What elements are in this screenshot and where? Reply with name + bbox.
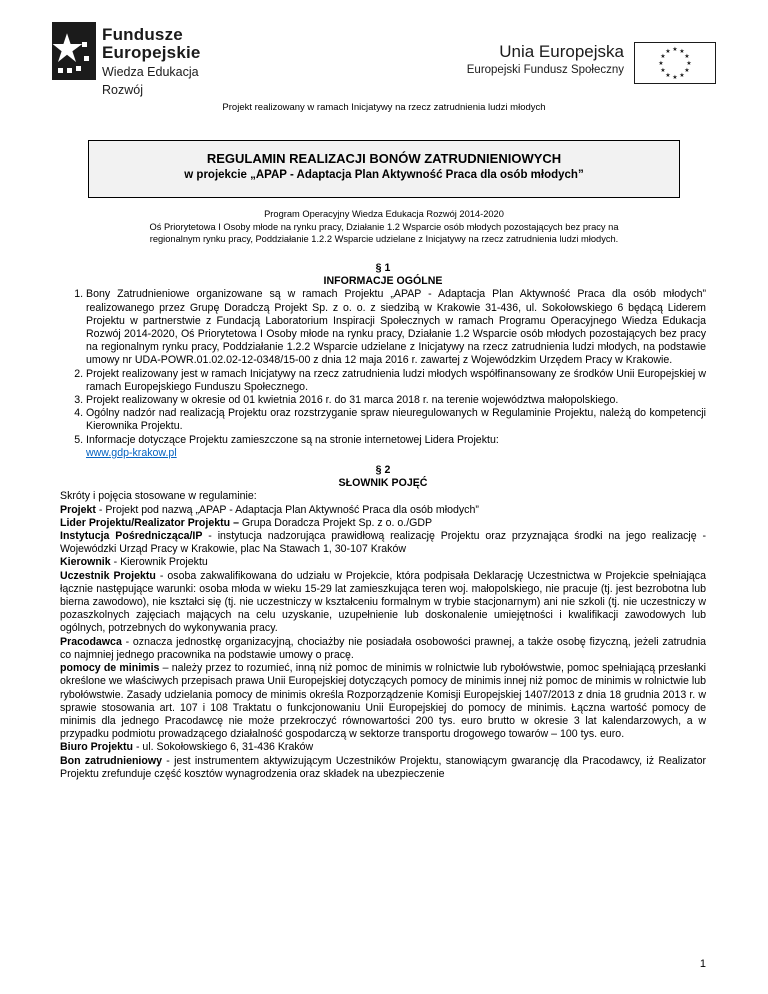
list-item: 3. Projekt realizowany w okresie od 01 kwietnia 2016 r. do 31 marca 2018 r. na terenie województwa małopolskiego. [86,394,706,407]
fundusze-europejskie-logo [52,22,242,97]
definition-sep: - [161,754,175,767]
definition-item [60,570,706,636]
program-info [130,208,638,246]
svg-text:★: ★ [686,60,692,67]
definition-item [60,556,706,569]
definition-term: Biuro Projektu [60,741,133,754]
definition-item [60,755,706,781]
svg-text:★: ★ [658,60,664,67]
svg-text:★: ★ [684,67,690,74]
definition-text: osoba zakwalifikowana do udziału w Projekcie, która podpisała Deklarację Uczestnictwa w Projekcie spełniająca łącznie następujące warunki: osoba młoda w wieku 15-29 lat zamieszkująca teren woj. małopolskiego, nie pracuje (tj. jest bezrobotna lub bierna zawodowo), nie kształci się (tj. nie uczestniczy w kształceniu formalnym w trybie stacjonarnym) ani nie szkoli (tj. nie uczestniczy w pozaszkolnych zajęciach mających na celu uzyskanie, uzupełnienie lub doskonalenie umiejętności i kwalifikacji zawodowych lub ogólnych, potrzebnych do wykonywania pracy. [60,569,706,635]
svg-text:★: ★ [679,72,685,79]
section1-list [60,288,706,460]
document-body [60,262,706,781]
fe-logo-text [102,26,242,99]
definition-sep: – [159,662,172,675]
svg-text:★: ★ [679,48,685,55]
definition-text: jest instrumentem aktywizującym Uczestników Projektu, stanowiącym gwarancję dla Pracodawcy, iż Realizator Projektu zrefunduje część kosztów wynagrodzenia oraz składek na ubezpieczenie [60,754,707,780]
document-title: REGULAMIN REALIZACJI BONÓW ZATRUDNIENIOWYCH [206,151,562,166]
fe-star-icon [52,22,96,80]
definition-term: Bon zatrudnieniowy [60,754,162,767]
section2-number: § 2 [375,464,391,477]
definition-text: Grupa Doradcza Projekt Sp. z o. o./GDP [241,516,433,529]
eu-logo-sub: Europejski Fundusz Społeczny [466,64,624,76]
definition-text: ul. Sokołowskiego 6, 31-436 Kraków [142,741,314,754]
definition-text: Projekt pod nazwą „APAP - Adaptacja Plan Aktywność Praca dla osób młodych” [105,503,479,516]
definition-sep: - [202,530,218,543]
project-tagline: Projekt realizowany w ramach Inicjatywy na rzecz zatrudnienia ludzi młodych [222,102,546,113]
definition-item [60,662,706,741]
definition-sep: - [155,569,168,582]
definition-sep: - [95,503,106,516]
svg-text:★: ★ [684,53,690,60]
definition-sep: - [121,635,133,648]
section1-heading: INFORMACJE OGÓLNE [323,275,443,288]
definition-term: Projekt [60,503,96,516]
title-box [88,140,680,198]
definition-text: instytucja nadzorująca prawidłową realizację Projektu oraz przyznająca środki na jego realizację - Wojewódzki Urząd Pracy w Krakowie, plac Na Stawach 1, 30-107 Kraków [60,530,706,556]
program-line-3: regionalnym rynku pracy, Poddziałanie 1.2.2 Wsparcie udzielane z Inicjatywy na rzecz zatrudnienia ludzi młodych. [149,234,619,244]
svg-text:★: ★ [660,53,666,60]
svg-text:★: ★ [672,46,678,53]
definition-term: Uczestnik Projektu [60,569,156,582]
program-line-1: Program Operacyjny Wiedza Edukacja Rozwój 2014-2020 [264,209,504,219]
definition-item [60,530,706,556]
eu-logo-name: Unia Europejska [499,42,624,61]
page-number: 1 [699,958,706,970]
definition-term: Pracodawca [60,635,122,648]
definition-item [60,504,706,517]
definition-term: Instytucja Pośrednicząca/IP [60,530,203,543]
definition-text: Kierownik Projektu [120,556,208,569]
definition-text: oznacza jednostkę organizacyjną, chociażby nie posiadała osobowości prawnej, a także osobę fizyczną, jeżeli zatrudnia co najmniej jednego pracownika na podstawie umowy o pracę. [60,635,706,661]
definition-item [60,741,706,754]
section1-number: § 1 [375,262,391,274]
svg-text:★: ★ [660,67,666,74]
list-item: 4. Ogólny nadzór nad realizacją Projektu oraz rozstrzyganie spraw nieuregulowanych w Regulaminie Projektu, należą do kompetencji Kierownika Projektu. [86,407,706,433]
svg-text:★: ★ [665,48,671,55]
definition-item [60,517,706,530]
fe-logo-line1: Fundusze [102,25,183,44]
definition-sep: - [133,741,143,754]
definition-item [60,636,706,662]
eu-flag-icon [634,42,716,84]
fe-logo-line2: Europejskie [102,43,201,62]
program-line-2: Oś Priorytetowa I Osoby młode na rynku pracy, Działanie 1.2 Wsparcie osób młodych pozostających bez pracy na [149,221,619,232]
svg-text:★: ★ [665,72,671,79]
document-subtitle: w projekcie „APAP - Adaptacja Plan Aktywność Praca dla osób młodych” [184,169,584,181]
svg-text:★: ★ [672,74,678,81]
definition-term: Lider Projektu/Realizator Projektu – [60,516,239,529]
project-website-link[interactable]: www.gdp-krakow.pl [86,446,177,459]
definition-sep: - [110,556,121,569]
definition-term: Kierownik [60,556,111,569]
definition-term: pomocy de minimis [60,662,160,675]
list-item [86,434,706,460]
section2-heading: SŁOWNIK POJĘĆ [338,477,428,490]
list-item: 2. Projekt realizowany jest w ramach Inicjatywy na rzecz zatrudnienia ludzi młodych współfinansowany ze środków Unii Europejskiej w ramach Europejskiego Funduszu Społecznego. [86,368,706,394]
definition-text: należy przez to rozumieć, inną niż pomoc de minimis w rolnictwie lub rybołówstwie, pomoc spełniającą przesłanki określone we właściwych przepisach prawa Unii Europejskiej dotyczących pomocy de minimis innej niż pomoc de minimis w rolnictwie lub rybołówstwie. Zasady udzielania pomocy de minimis określa Rozporządzenie Komisji Europejskiej 1407/2013 z dnia 18 grudnia 2013 r. w sprawie stosowania art. 107 i 108 Traktatu o funkcjonowaniu Unii Europejskiej do pomocy de minimis. Łączna wartość pomocy de minimis dla jednego Pracodawcę nie może przekroczyć równowartości 200 tys. euro brutto w okresie 3 lat kalendarzowych, a w przypadku podmiotu prowadzącego działalność gospodarczą w sektorze transportu drogowego towarów – 100 tys. euro. [60,662,707,741]
fe-logo-line3: Wiedza Edukacja Rozwój [102,65,199,97]
list-item: 1. Bony Zatrudnieniowe organizowane są w ramach Projektu „APAP - Adaptacja Plan Aktywność Praca dla osób młodych” realizowanego przez Grupę Doradczą Projekt Sp. z o. o. z siedzibą w Krakowie 31-436, ul. Sokołowskiego 6 będącą Liderem Projektu w partnerstwie z Fundacją Laboratorium Inspiracji Społecznych w ramach Programu Operacyjnego Wiedza Edukacja Rozwój 2014-2020, Oś Priorytetowa I Osoby młode na rynku pracy, Działanie 1.2 Wsparcie osób młodych pozostających bez pracy na regionalnym rynku pracy, Poddziałanie 1.2.2 Wsparcie udzielane z Inicjatywy na rzecz zatrudnienia ludzi młodych, na podstawie umowy nr UDA-POWR.01.02.02-12-0348/15-00 z dnia 12 maja 2016 r. zawartej z Wojewódzkim Urzędem Pracy w Krakowie. [86,288,706,367]
eu-logo-text [467,42,624,78]
item5-text: Informacje dotyczące Projektu zamieszczone są na stronie internetowej Lidera Projektu: [86,433,499,446]
page-header [0,0,768,100]
section2-intro: Skróty i pojęcia stosowane w regulaminie: [60,490,257,503]
